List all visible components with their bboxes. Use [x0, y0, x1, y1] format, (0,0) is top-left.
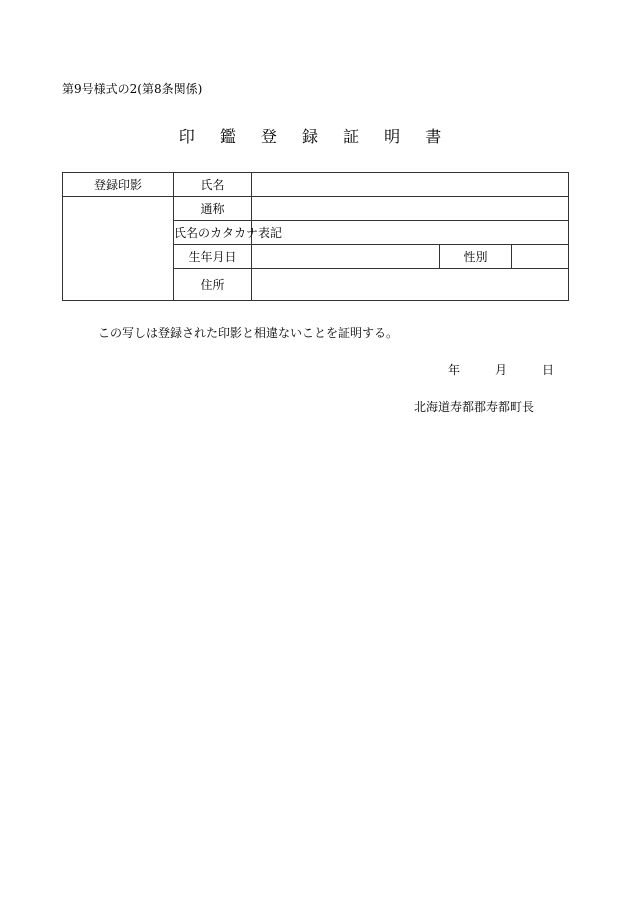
katakana-label: 氏名のカタカナ表記 [174, 221, 252, 245]
table-row [63, 197, 569, 221]
alias-value-cell [252, 197, 569, 221]
alias-label: 通称 [174, 197, 252, 221]
issuer-name: 北海道寿都郡寿都町長 [414, 400, 535, 414]
gender-value-cell [512, 245, 569, 269]
seal-impression-area [63, 197, 174, 301]
address-label: 住所 [174, 269, 252, 301]
name-value-cell [252, 173, 569, 197]
certification-statement: この写しは登録された印影と相違ないことを証明する。 [98, 326, 399, 340]
katakana-value-cell [252, 221, 569, 245]
address-value-cell [252, 269, 569, 301]
document-title: 印 鑑 登 録 証 明 書 [178, 127, 452, 146]
certificate-table [62, 172, 569, 301]
date-day: 日 [542, 363, 555, 377]
birthdate-value-cell [252, 245, 440, 269]
date-year: 年 [448, 363, 461, 377]
form-number: 第9号様式の2(第8条関係) [62, 82, 203, 96]
name-label: 氏名 [174, 173, 252, 197]
registered-seal-label: 登録印影 [63, 173, 174, 197]
table-row [63, 173, 569, 197]
gender-label: 性別 [440, 245, 512, 269]
birthdate-label: 生年月日 [174, 245, 252, 269]
date-month: 月 [495, 363, 508, 377]
